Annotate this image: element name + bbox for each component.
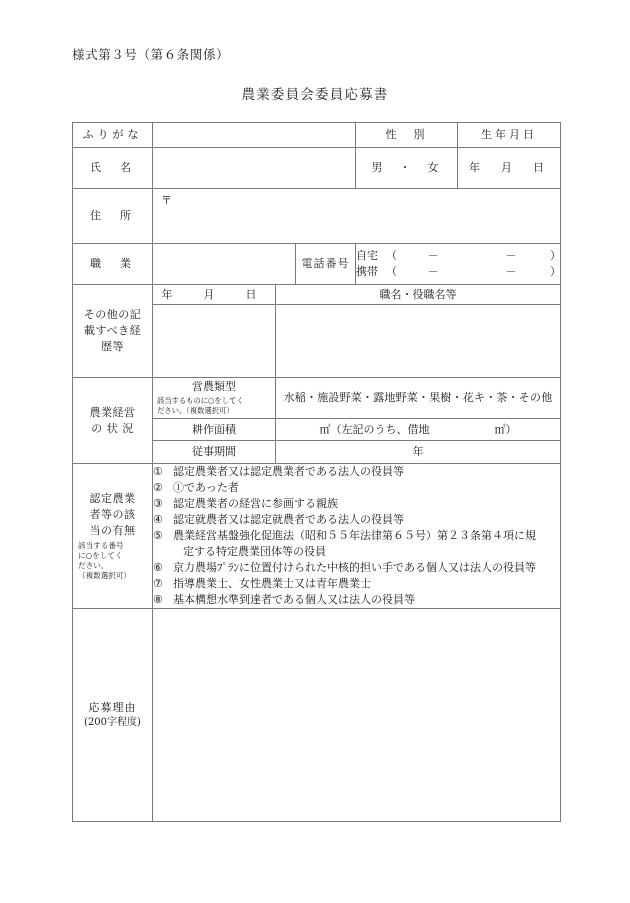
list-item-number[interactable]: ①	[153, 465, 163, 479]
phone-home-open-paren: （	[386, 248, 397, 262]
farming-type-note	[153, 395, 275, 417]
cultivated-area-value	[320, 422, 517, 438]
farming-type-note-line1: 該当するものに○をしてく	[157, 396, 244, 406]
phone-home-line[interactable]	[356, 248, 560, 265]
farming-type-label-cell	[153, 378, 276, 419]
phone-mobile-dash2: －	[505, 265, 517, 278]
farming-status-label-line1: 農業経営	[89, 405, 136, 419]
list-item-number[interactable]: ⑧	[153, 592, 163, 606]
list-item-label: ①であった者	[173, 481, 239, 495]
name-label: 氏 名	[73, 148, 153, 189]
cultivated-area-input-cell[interactable]	[276, 418, 561, 441]
reason-label-sub: (200字程度)	[84, 716, 141, 728]
career-label-line1: その他の記	[83, 308, 142, 322]
list-item[interactable]	[153, 528, 560, 544]
list-item[interactable]	[153, 512, 560, 528]
farming-type-note-line2: ださい。（複数選択可）	[157, 405, 234, 415]
farming-crop-options[interactable]: 水稲・施設野菜・露地野菜・果樹・花キ・茶・その他	[276, 378, 561, 419]
list-item-number[interactable]: ⑥	[153, 561, 163, 575]
list-item-continuation: 定する特定農業団体等の役員	[183, 545, 326, 559]
table-row-address	[73, 189, 561, 244]
career-position-header: 職名・役職名等	[276, 285, 561, 305]
duration-input-cell[interactable]: 年	[276, 441, 561, 464]
phone-mobile-dash1: －	[427, 265, 439, 278]
certified-note	[73, 539, 152, 582]
list-item-label: 京力農場ﾌﾟﾗﾝに位置付けられた中核的担い手である個人又は法人の役員等	[173, 561, 536, 575]
cultivated-area-suffix: ㎡）	[494, 422, 517, 436]
table-row-career-header	[73, 285, 561, 305]
table-row-reason	[73, 608, 561, 821]
furigana-input-cell[interactable]	[153, 123, 356, 148]
career-label-line2: 載すべき経	[83, 324, 142, 338]
farming-type-label: 営農類型	[192, 380, 236, 393]
career-label-line3: 歴等	[101, 339, 124, 353]
certified-label-line1: 認定農業	[89, 491, 136, 505]
address-input-cell[interactable]	[153, 189, 561, 244]
list-item-number[interactable]: ⑤	[153, 529, 163, 543]
occupation-label: 職 業	[73, 244, 153, 285]
phone-home-dash2: －	[505, 248, 517, 262]
reason-input-cell[interactable]	[153, 608, 561, 821]
career-date-header: 年 月 日	[153, 285, 276, 305]
occupation-input-cell[interactable]	[153, 244, 296, 285]
phone-home-dash1: －	[427, 248, 439, 262]
phone-input-cell[interactable]	[356, 244, 561, 285]
table-row-certified	[73, 464, 561, 608]
list-item-label: 認定就農者又は認定就農者である法人の役員等	[173, 513, 404, 527]
dob-header: 生年月日	[458, 123, 561, 148]
cultivated-area-prefix: ㎡（左記のうち、借地	[319, 422, 430, 436]
list-item-label: 認定農業者又は認定農業者である法人の役員等	[173, 465, 404, 479]
phone-mobile-open-paren: （	[386, 265, 397, 278]
certified-note-line2: に○をしてく	[78, 550, 123, 560]
form-number: 様式第３号（第６条関係）	[72, 47, 230, 62]
name-input-cell[interactable]	[153, 148, 356, 189]
reason-label-main: 応募理由	[88, 700, 137, 714]
list-item-label: 基本構想水準到達者である個人又は法人の役員等	[173, 592, 415, 606]
list-item-number[interactable]: ②	[153, 481, 163, 495]
career-position-input-cell[interactable]	[276, 305, 561, 378]
list-item[interactable]	[153, 576, 560, 592]
list-item-number[interactable]: ③	[153, 497, 163, 511]
list-item[interactable]	[153, 592, 560, 608]
dob-input-cell[interactable]: 年 月 日	[458, 148, 561, 189]
list-item-number[interactable]: ④	[153, 513, 163, 527]
certified-label	[73, 464, 153, 608]
list-item[interactable]	[153, 560, 560, 576]
farming-status-label-line2: の 状 況	[91, 421, 134, 435]
page-title: 農業委員会委員応募書	[241, 87, 389, 103]
certified-label-line3: 当の有無	[89, 523, 136, 537]
gender-header: 性 別	[356, 123, 458, 148]
reason-label	[73, 608, 153, 821]
cultivated-area-label: 耕作面積	[153, 418, 276, 441]
application-form-table	[72, 122, 561, 822]
gender-options[interactable]: 男 ・ 女	[356, 148, 458, 189]
list-item[interactable]	[153, 480, 560, 496]
certified-label-line2: 者等の該	[89, 507, 136, 521]
furigana-label: ふりがな	[73, 123, 153, 148]
certified-note-line3: ださい。	[78, 561, 109, 571]
phone-mobile-label: 携帯	[356, 265, 378, 278]
farming-status-label	[73, 378, 153, 464]
phone-mobile-line[interactable]	[356, 264, 560, 281]
certified-note-line1: 該当する番号	[78, 540, 124, 550]
list-item-label: 認定農業者の経営に参画する親族	[173, 497, 338, 511]
certified-options-list[interactable]	[153, 464, 561, 608]
career-date-input-cell[interactable]	[153, 305, 276, 378]
list-item-number[interactable]: ⑦	[153, 576, 163, 590]
phone-mobile-close-paren: ）	[550, 265, 561, 278]
postal-mark-icon: 〒	[161, 194, 172, 207]
table-row-occupation	[73, 244, 561, 285]
career-label	[73, 285, 153, 378]
list-item[interactable]	[153, 464, 560, 480]
table-row-farming-type	[73, 378, 561, 419]
table-row-furigana	[73, 123, 561, 148]
list-item-label: 指導農業士、女性農業士又は青年農業士	[173, 576, 371, 590]
address-label: 住 所	[73, 189, 153, 244]
duration-label: 従事期間	[153, 441, 276, 464]
table-row-name	[73, 148, 561, 189]
list-item[interactable]	[153, 496, 560, 512]
phone-home-label: 自宅	[356, 248, 378, 262]
phone-label: 電話番号	[296, 244, 356, 285]
phone-home-close-paren: ）	[550, 248, 561, 262]
list-item-label: 農業経営基盤強化促進法（昭和５５年法律第６５号）第２３条第４項に規	[173, 529, 536, 543]
certified-note-line4: （複数選択可）	[78, 571, 132, 581]
